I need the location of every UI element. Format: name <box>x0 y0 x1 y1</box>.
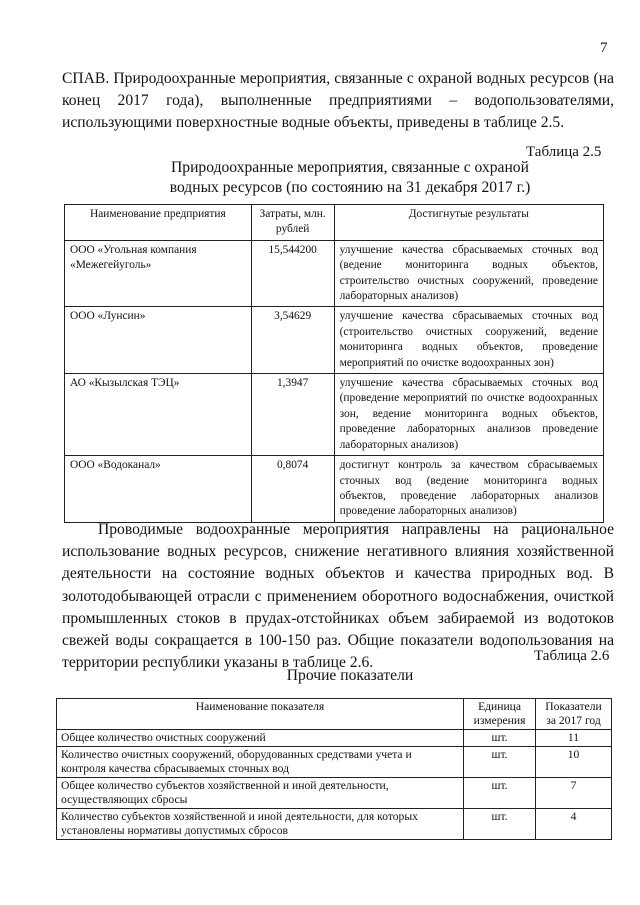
table-2-6-label: Таблица 2.6 <box>534 648 610 664</box>
cost-value: 1,3947 <box>251 374 334 456</box>
table-2-5-title <box>140 158 560 198</box>
intro-paragraph: СПАВ. Природоохранные мероприятия, связанные с охраной водных ресурсов (на конец 2017 года), выполненные предприятиями – водопользователями, использующими поверхностные водные объекты, приведены в таблице 2.5. <box>62 70 614 131</box>
table-2-5-title-line-2: водных ресурсов (по состоянию на 31 декабря 2017 г.) <box>169 179 531 196</box>
header-costs: Затраты, млн. рублей <box>251 205 334 241</box>
table-row <box>57 809 612 840</box>
indicator-name: Общее количество очистных сооружений <box>57 730 464 747</box>
unit-value: шт. <box>464 747 536 778</box>
unit-value: шт. <box>464 778 536 809</box>
table-2-5-title-line-1: Природоохранные мероприятия, связанные с охраной <box>171 159 529 176</box>
result-text: улучшение качества сбрасываемых сточных вод (проведение мероприятий по очистке водоохранных зон, ведение мониторинга водных объектов, проведение лабораторных анализов проведение лабораторных анализов) <box>334 374 603 456</box>
indicator-name: Количество субъектов хозяйственной и иной деятельности, для которых установлены нормативы допустимых сбросов <box>57 809 464 840</box>
unit-value: шт. <box>464 730 536 747</box>
body-paragraph: Проводимые водоохранные мероприятия направлены на рациональное использование водных ресурсов, снижение негативного влияния хозяйственной деятельности на состояние водных объектов и качества природных вод. В золотодобывающей отрасли с применением оборотного водоснабжения, очисткой промышленных стоков в прудах-отстойниках объем забираемой из водотоков свежей воды сокращается в 100-150 раз. Общие показатели водопользования на территории республики указаны в таблице 2.6. <box>62 521 614 672</box>
indicator-value: 11 <box>536 730 612 747</box>
enterprise-name: ООО «Лунсин» <box>65 307 252 374</box>
header-unit: Единица измерения <box>464 699 536 730</box>
header-value-2017: Показатели за 2017 год <box>536 699 612 730</box>
table-row <box>57 730 612 747</box>
cost-value: 0,8074 <box>251 456 334 523</box>
enterprise-name: АО «Кызылская ТЭЦ» <box>65 374 252 456</box>
header-indicator-name: Наименование показателя <box>57 699 464 730</box>
result-text: улучшение качества сбрасываемых сточных вод (строительство очистных сооружений, ведение мониторинга водных объектов, проведение мероприятий по очистке водоохранных зон) <box>334 307 603 374</box>
enterprise-name: ООО «Угольная компания «Межегейуголь» <box>65 240 252 307</box>
table-row <box>65 456 604 523</box>
table-row <box>65 240 604 307</box>
result-text: достигнут контроль за качеством сбрасываемых сточных вод (ведение мониторинга водных объектов, проведение лабораторных анализов проведение лабораторных анализов) <box>334 456 603 523</box>
header-results: Достигнутые результаты <box>334 205 603 241</box>
table-2-5 <box>64 204 604 523</box>
table-2-6-title: Прочие показатели <box>286 667 414 684</box>
table-header-row <box>57 699 612 730</box>
indicator-value: 7 <box>536 778 612 809</box>
enterprise-name: ООО «Водоканал» <box>65 456 252 523</box>
table-header-row <box>65 205 604 241</box>
table-row <box>65 307 604 374</box>
table-row <box>57 778 612 809</box>
unit-value: шт. <box>464 809 536 840</box>
result-text: улучшение качества сбрасываемых сточных вод (ведение мониторинга водных объектов, строительство очистных сооружений, проведение лабораторных анализов) <box>334 240 603 307</box>
table-row <box>57 747 612 778</box>
indicator-name: Общее количество субъектов хозяйственной и иной деятельности, осуществляющих сбросы <box>57 778 464 809</box>
indicator-value: 10 <box>536 747 612 778</box>
table-2-5-label: Таблица 2.5 <box>526 144 602 160</box>
cost-value: 15,544200 <box>251 240 334 307</box>
cost-value: 3,54629 <box>251 307 334 374</box>
header-enterprise-name: Наименование предприятия <box>65 205 252 241</box>
page-number: 7 <box>600 40 608 56</box>
table-2-6 <box>56 698 612 840</box>
table-row <box>65 374 604 456</box>
indicator-name: Количество очистных сооружений, оборудованных средствами учета и контроля качества сбрасываемых сточных вод <box>57 747 464 778</box>
indicator-value: 4 <box>536 809 612 840</box>
